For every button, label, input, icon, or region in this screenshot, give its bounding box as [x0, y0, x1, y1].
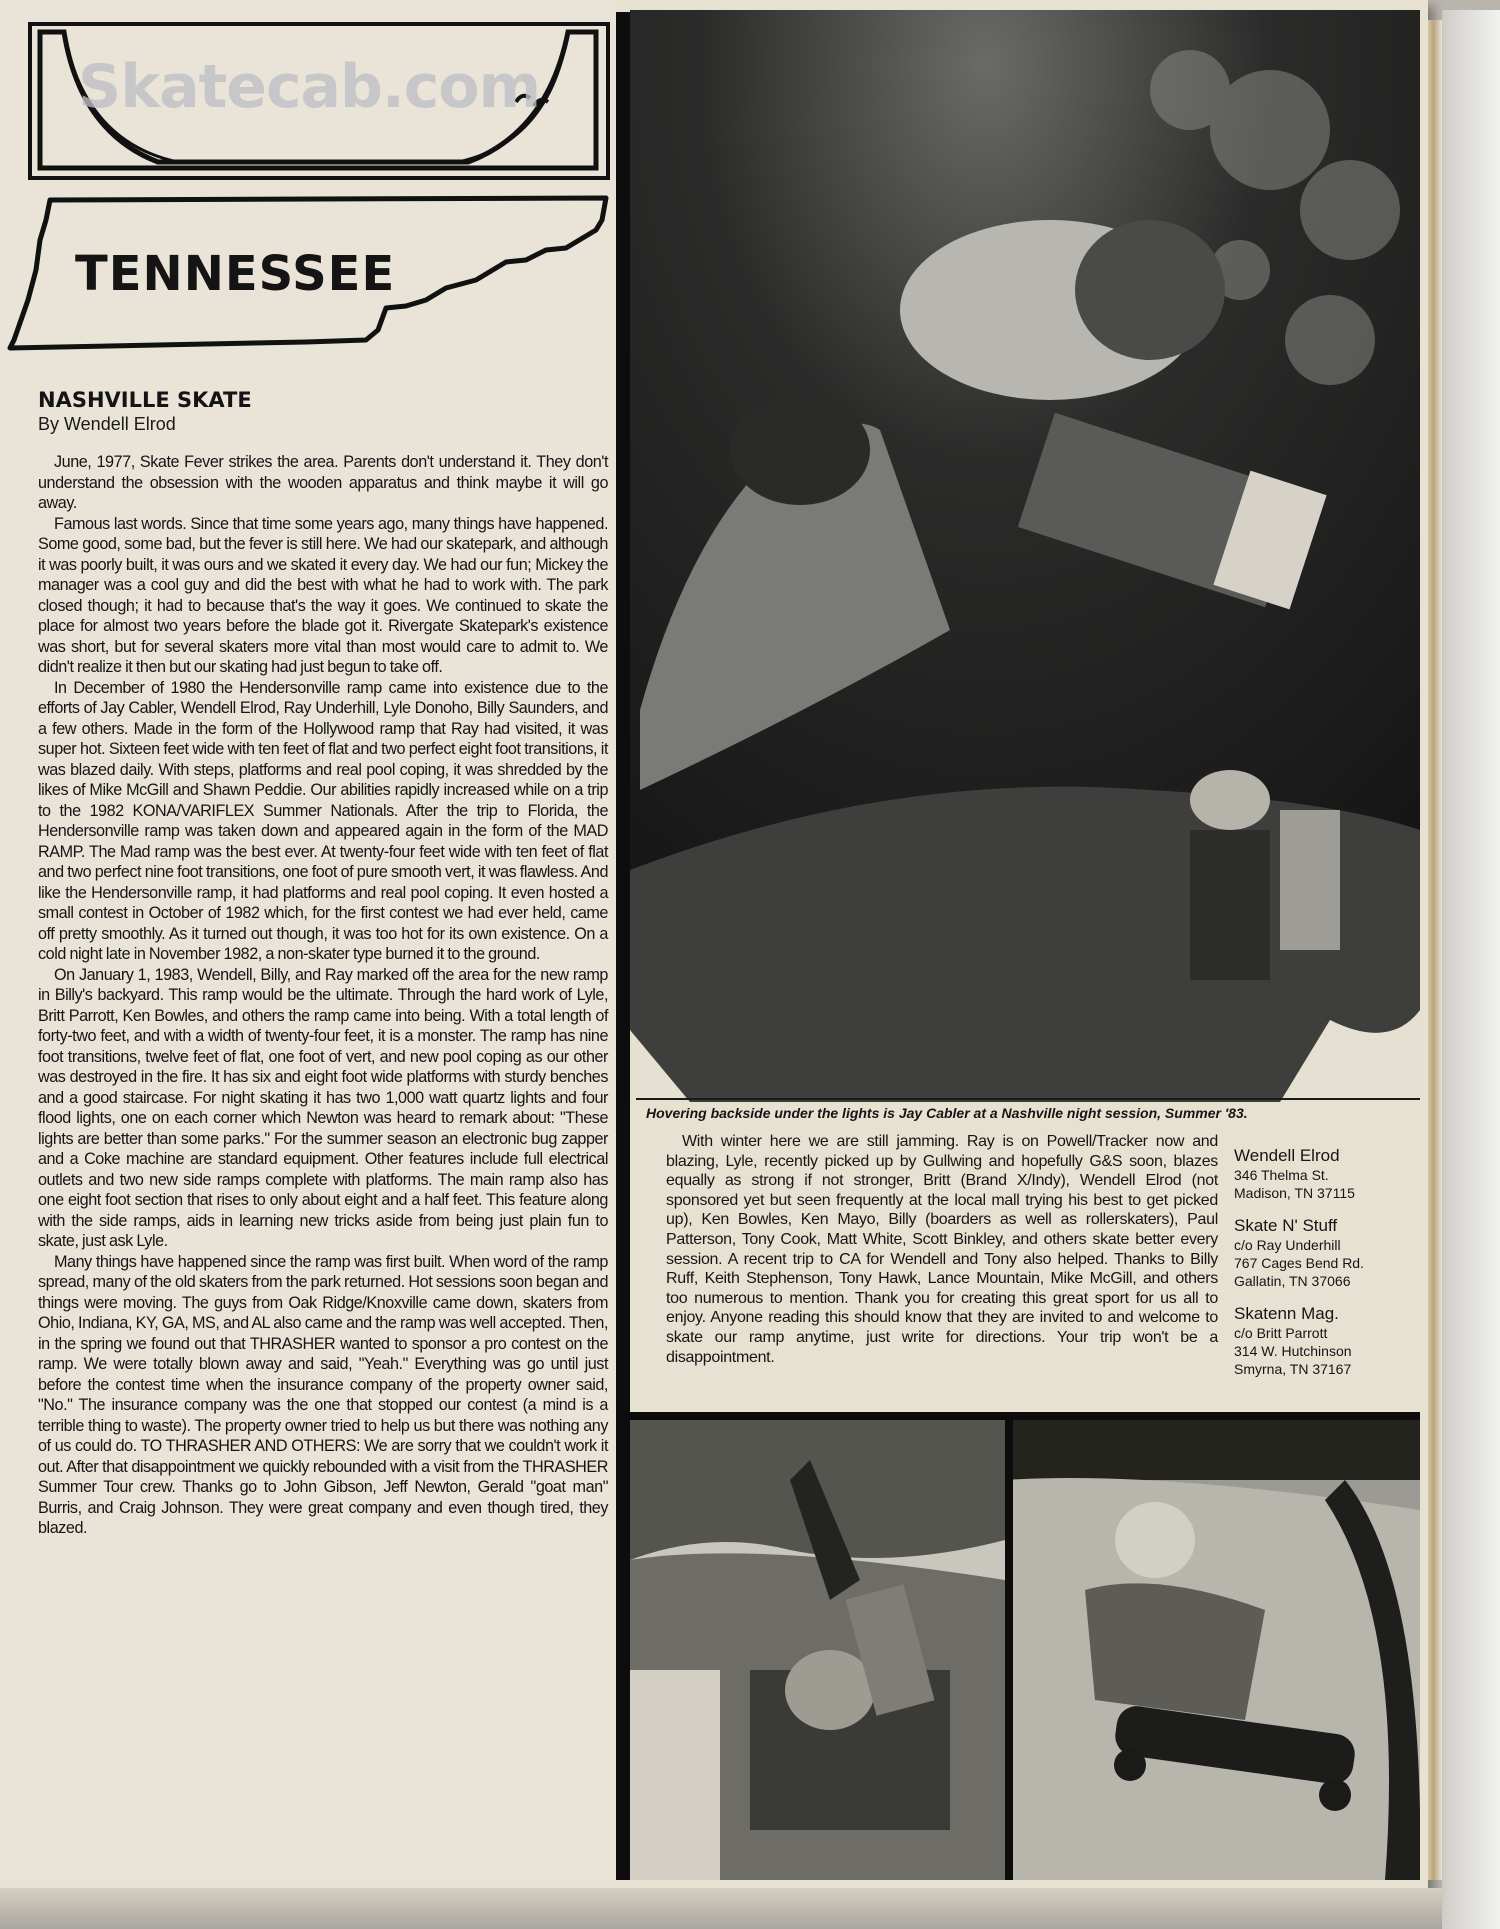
- contact-line: 314 W. Hutchinson: [1234, 1343, 1352, 1359]
- photo-caption: Hovering backside under the lights is Jay Cabler at a Nashville night session, Summer '83.: [646, 1105, 1248, 1121]
- contact-entry: [1234, 1304, 1414, 1378]
- contact-line: Madison, TN 37115: [1234, 1185, 1355, 1201]
- column-divider: [616, 12, 630, 1880]
- page-edge: [1428, 20, 1442, 1880]
- main-skate-photo: [630, 10, 1420, 1102]
- article-title: NASHVILLE SKATE: [38, 388, 252, 412]
- background-right: [1442, 10, 1500, 1929]
- closing-paragraph: With winter here we are still jamming. Ray is on Powell/Tracker now and blazing, Lyle, recently picked up by Gullwing and hopefully G&S soon, blazes equally as strong if not stronger, Britt (Brand X/Indy), Wendell Elrod (not sponsored yet but seen frequently at the local mall trying his best to get picked up), Ken Bowles, Ken Mayo, Billy (boarders as well as rollerskaters), Paul Patterson, Tony Cook, Matt White, Scott Binkley, and others skate better every session. A recent trip to CA for Wendell and Tony also helped. Thanks to Billy Ruff, Keith Stephenson, Tony Hawk, Lance Mountain, Mike McGill, and others too numerous to mention. Thank you for creating this great sport for us all to enjoy. Anyone reading this should know that they are invited to and welcome to skate our ramp anytime, just write for directions. Your trip won't be a disappointment.: [666, 1133, 1218, 1366]
- paragraph: On January 1, 1983, Wendell, Billy, and Ray marked off the area for the new ramp in Billy's backyard. This ramp would be the ultimate. Through the hard work of Lyle, Britt Parrott, Ken Bowles, and others the ramp came into being. With a total length of forty-two feet, and with a width of twenty-four feet, it is a monster. The ramp has nine foot transitions, twelve feet of flat, one foot of vert, and new pool coping as our other was destroyed in the fire. It has six and eight foot wide platforms with sturdy benches and a good staircase. For night skating it has two 1,000 watt quartz lights and four flood lights, one on each corner which Newton was heard to remark about: "These lights are better than some parks." For the summer season an electronic bug zapper and a Coke machine are standard equipment. Other features include full electrical outlets and two new side ramps complete with platforms. The main ramp also has one eight foot section that rises to only about eight and a half feet. This feature along with the side ramps, aids in learning new tricks aside from being just plain fun to skate, just ask Lyle.: [38, 965, 608, 1250]
- contact-entry: [1234, 1146, 1414, 1202]
- paragraph: Famous last words. Since that time some years ago, many things have happened. Some good, some bad, but the fever is still here. We had our skatepark, and although it was poorly built, it was ours and we skated it every day. We had our fun; Mickey the manager was a cool guy and did the best with what he had to work with. The park closed though; it had to because that's the way it goes. We continued to skate the place for almost two years before the blade got it. Rivergate Skatepark's existence was short, but for several skaters more vital than most would care to admit to. We didn't realize it then but our skating had just begun to take off.: [38, 514, 608, 676]
- paragraph: June, 1977, Skate Fever strikes the area. Parents don't understand it. They don't understand the obsession with the wooden apparatus and think maybe it will go away.: [38, 453, 608, 512]
- contact-name: Wendell Elrod: [1234, 1146, 1340, 1165]
- left-column: [0, 0, 616, 1880]
- byline: By Wendell Elrod: [38, 414, 176, 434]
- caption-rule: [636, 1098, 1420, 1100]
- contact-line: 767 Cages Bend Rd.: [1234, 1255, 1364, 1271]
- contact-line: Gallatin, TN 37066: [1234, 1273, 1351, 1289]
- paragraph: Many things have happened since the ramp was first built. When word of the ramp spread, many of the old skaters from the park returned. Hot sessions soon began and things were moving. The guys from Oak Ridge/Knoxville came down, skaters from Ohio, Indiana, KY, GA, MS, and AL also came and the ramp was well accepted. Then, in the spring we found out that THRASHER wanted to sponsor a pro contest on the ramp. We were totally blown away and said, "Yeah." Everything was go until just before the contest time when the insurance company of the property owner said, "No." The insurance company was the one that stopped our contest (a mind is a terrible thing to waste). The property owner tried to help us but there was nothing any of us could do. TO THRASHER AND OTHERS: We are sorry that we couldn't work it out. After that disappointment we quickly rebounded with a visit from the THRASHER Summer Tour crew. Thanks go to John Gibson, Jeff Newton, Gerald "goat man" Burris, and Craig Johnson. They were great company and even though tired, they blazed.: [38, 1252, 608, 1537]
- contact-line: 346 Thelma St.: [1234, 1167, 1329, 1183]
- paragraph: In December of 1980 the Hendersonville ramp came into existence due to the efforts of Jay Cabler, Wendell Elrod, Ray Underhill, Lyle Donoho, Billy Saunders, and a few others. Made in the form of the Hollywood ramp that Ray had visited, it was super hot. Sixteen feet wide with ten feet of flat and two perfect eight foot transitions, it was blazed daily. With steps, platforms and real pool coping, it was shredded by the likes of Mike McGill and Shawn Peddie. Our abilities rapidly increased while on a trip to the 1982 KONA/VARIFLEX Summer Nationals. After the trip to Florida, the Hendersonville ramp was taken down and appeared again in the form of the MAD RAMP. The Mad ramp was the best ever. At twenty-four feet wide with ten feet of flat and two perfect nine foot transitions, one foot of pure smooth vert, it was flawless. And like the Hendersonville ramp, it had platforms and real pool coping. It even hosted a small contest in October of 1982 which, for the first contest we had ever held, came off pretty smoothly. As it turned out though, it was too hot for its own existence. On a cold night late in November 1982, a non-skater type burned it to the ground.: [38, 678, 608, 963]
- contact-name: Skate N' Stuff: [1234, 1216, 1338, 1235]
- contact-line: Smyrna, TN 37167: [1234, 1361, 1352, 1377]
- photo-divider: [1005, 1420, 1013, 1880]
- closing-paragraph-block: [666, 1132, 1218, 1367]
- contact-list: [1234, 1146, 1414, 1392]
- article-body: [38, 452, 608, 1539]
- contact-line: c/o Britt Parrott: [1234, 1325, 1328, 1341]
- state-name: TENNESSEE: [75, 246, 396, 302]
- skater-photo-left: [630, 1420, 1005, 1880]
- contact-entry: [1234, 1216, 1414, 1290]
- contact-line: c/o Ray Underhill: [1234, 1237, 1341, 1253]
- watermark: Skatecab.com: [78, 52, 541, 122]
- skater-photo-right: [1005, 1420, 1420, 1880]
- contact-name: Skatenn Mag.: [1234, 1304, 1339, 1323]
- photo-strip-rule: [630, 1412, 1420, 1420]
- page-bottom-shadow: [0, 1888, 1442, 1929]
